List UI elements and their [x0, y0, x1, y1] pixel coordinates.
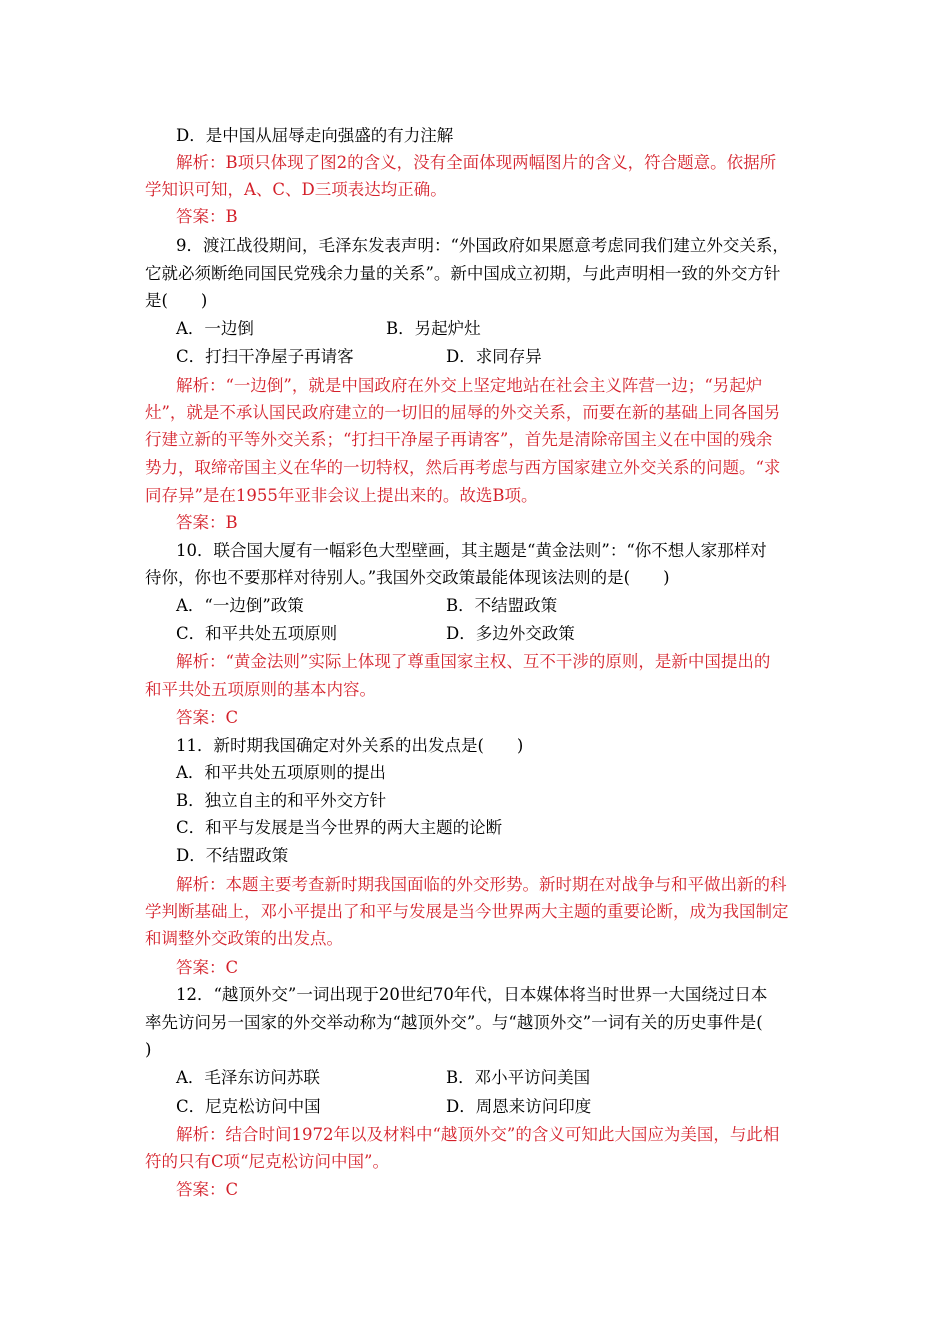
- q10-analysis-line-2: 和平共处五项原则的基本内容。: [145, 680, 376, 699]
- q10-answer: 答案：C: [176, 708, 239, 727]
- q12-options-row-2: [176, 1097, 841, 1117]
- q9-options-row-2: [176, 347, 841, 367]
- q9-analysis-line-1: 解析：“一边倒”，就是中国政府在外交上坚定地站在社会主义阵营一边；“另起炉: [176, 376, 763, 395]
- q9-stem-line-1: 9．渡江战役期间，毛泽东发表声明：“外国政府如果愿意考虑同我们建立外交关系，: [176, 236, 789, 255]
- q9-analysis-line-5: 同存异”是在1955年亚非会议上提出来的。故选B项。: [145, 486, 538, 505]
- q11-option-a: A．和平共处五项原则的提出: [176, 763, 386, 782]
- q10-stem-line-1: 10．联合国大厦有一幅彩色大型壁画，其主题是“黄金法则”：“你不想人家那样对: [176, 541, 767, 560]
- q11-option-c: C．和平与发展是当今世界的两大主题的论断: [176, 818, 503, 837]
- q12-stem-line-3: ): [145, 1040, 152, 1059]
- q10-option-c: C．和平共处五项原则: [176, 624, 338, 643]
- q10-analysis-line-1: 解析：“黄金法则”实际上体现了尊重国家主权、互不干涉的原则，是新中国提出的: [176, 652, 771, 671]
- q12-stem-line-2: 率先访问另一国家的外交举动称为“越顶外交”。与“越顶外交”一词有关的历史事件是(: [145, 1013, 763, 1032]
- q11-option-d: D．不结盟政策: [176, 846, 289, 865]
- q9-option-d: D．求同存异: [446, 347, 542, 366]
- q10-options-row-1: [176, 596, 841, 616]
- q9-analysis-line-3: 行建立新的平等外交关系；“打扫干净屋子再请客”，首先是清除帝国主义在中国的残余: [145, 430, 773, 449]
- q11-analysis-line-3: 和调整外交政策的出发点。: [145, 929, 343, 948]
- q12-option-c: C．尼克松访问中国: [176, 1097, 321, 1116]
- q11-analysis-line-2: 学判断基础上，邓小平提出了和平与发展是当今世界两大主题的重要论断，成为我国制定: [145, 902, 789, 921]
- q11-option-b: B．独立自主的和平外交方针: [176, 791, 387, 810]
- q9-analysis-line-4: 势力，取缔帝国主义在华的一切特权，然后再考虑与西方国家建立外交关系的问题。“求: [145, 458, 781, 477]
- q11-analysis-line-1: 解析：本题主要考查新时期我国面临的外交形势。新时期在对战争与和平做出新的科: [176, 875, 787, 894]
- q12-options-row-1: [176, 1068, 841, 1088]
- q10-stem-line-2: 待你，你也不要那样对待别人。”我国外交政策最能体现该法则的是( ): [145, 568, 670, 587]
- q9-answer: 答案：B: [176, 513, 238, 532]
- q9-stem-line-2: 它就必须断绝同国民党残余力量的关系”。新中国成立初期，与此声明相一致的外交方针: [145, 264, 781, 283]
- q11-stem: 11．新时期我国确定对外关系的出发点是( ): [176, 736, 524, 755]
- q8-answer: 答案：B: [176, 207, 238, 226]
- q12-stem-line-1: 12．“越顶外交”一词出现于20世纪70年代，日本媒体将当时世界一大国绕过日本: [176, 985, 768, 1004]
- q12-option-a: A．毛泽东访问苏联: [176, 1068, 320, 1087]
- q12-option-b: B．邓小平访问美国: [446, 1068, 591, 1087]
- q8-analysis-line-2: 学知识可知，A、C、D三项表达均正确。: [145, 180, 447, 199]
- q10-options-row-2: [176, 624, 841, 644]
- q9-option-a: A．一边倒: [176, 319, 254, 338]
- q11-answer: 答案：C: [176, 958, 239, 977]
- q9-analysis-line-2: 灶”，就是不承认国民政府建立的一切旧的屈辱的外交关系，而要在新的基础上同各国另: [145, 403, 781, 422]
- q9-option-b: B．另起炉灶: [386, 319, 481, 338]
- q8-option-d: D．是中国从屈辱走向强盛的有力注解: [176, 126, 454, 145]
- q10-option-a: A．“一边倒”政策: [176, 596, 304, 615]
- q9-options-row-1: [176, 319, 841, 339]
- q8-analysis-line-1: 解析：B项只体现了图2的含义，没有全面体现两幅图片的含义，符合题意。依据所: [176, 153, 777, 172]
- q12-analysis-line-1: 解析：结合时间1972年以及材料中“越顶外交”的含义可知此大国应为美国，与此相: [176, 1125, 780, 1144]
- q12-analysis-line-2: 符的只有C项“尼克松访问中国”。: [145, 1152, 389, 1171]
- q9-option-c: C．打扫干净屋子再请客: [176, 347, 354, 366]
- q10-option-b: B．不结盟政策: [446, 596, 558, 615]
- q12-option-d: D．周恩来访问印度: [446, 1097, 592, 1116]
- q10-option-d: D．多边外交政策: [446, 624, 575, 643]
- q9-stem-line-3: 是( ): [145, 291, 208, 310]
- q12-answer: 答案：C: [176, 1180, 239, 1199]
